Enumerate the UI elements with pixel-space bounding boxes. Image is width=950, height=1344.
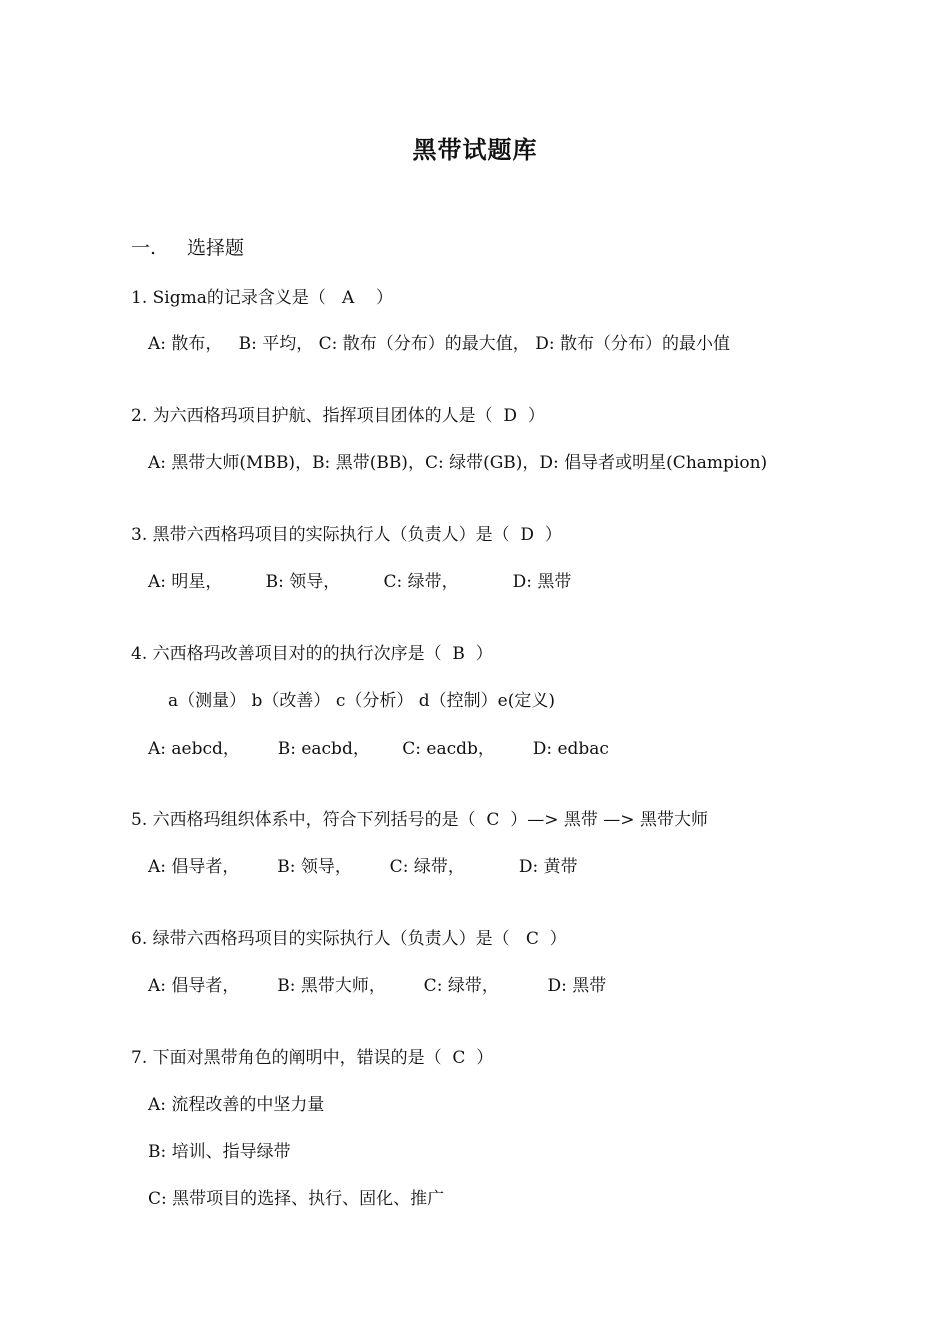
question-text: 3. 黑带六西格玛项目的实际执行人（负责人）是（ D ） xyxy=(131,525,562,545)
question-text: 2. 为六西格玛项目护航、指挥项目团体的人是（ D ） xyxy=(131,406,545,426)
answer-options: B: 培训、指导绿带 xyxy=(148,1142,291,1162)
answer-options: A: 黑带大师(MBB)，B: 黑带(BB)，C: 绿带(GB)，D: 倡导者或明星(Champion) xyxy=(148,453,768,473)
question-text: 4. 六西格玛改善项目对的的执行次序是（ B ） xyxy=(131,644,493,664)
question-text: 6. 绿带六西格玛项目的实际执行人（负责人）是（ C ） xyxy=(131,929,567,949)
answer-options: C: 黑带项目的选择、执行、固化、推广 xyxy=(148,1189,445,1209)
question-text: 7. 下面对黑带角色的阐明中，错误的是（ C ） xyxy=(131,1048,494,1068)
question-subtext: a（测量） b（改善） c（分析） d（控制）e(定义) xyxy=(168,691,555,711)
answer-options: A: 散布， B: 平均， C: 散布（分布）的最大值， D: 散布（分布）的最小值 xyxy=(148,334,730,354)
question-text: 1. Sigma的记录含义是（ A ） xyxy=(131,288,393,308)
answer-options: A: aebcd， B: eacbd， C: eacdb， D: edbac xyxy=(148,739,609,759)
question-text: 5. 六西格玛组织体系中，符合下列括号的是（ C ）—> 黑带 —> 黑带大师 xyxy=(131,810,708,830)
page-title: 黑带试题库 xyxy=(412,135,538,164)
answer-options: A: 倡导者， B: 黑带大师， C: 绿带， D: 黑带 xyxy=(148,976,607,996)
answer-options: A: 明星， B: 领导， C: 绿带， D: 黑带 xyxy=(148,572,572,592)
section-heading xyxy=(131,233,244,260)
section-label: 选择题 xyxy=(187,237,245,259)
answer-options: A: 倡导者， B: 领导， C: 绿带， D: 黄带 xyxy=(148,857,578,877)
answer-options: A: 流程改善的中坚力量 xyxy=(148,1095,325,1115)
section-number: 一. xyxy=(131,237,157,259)
